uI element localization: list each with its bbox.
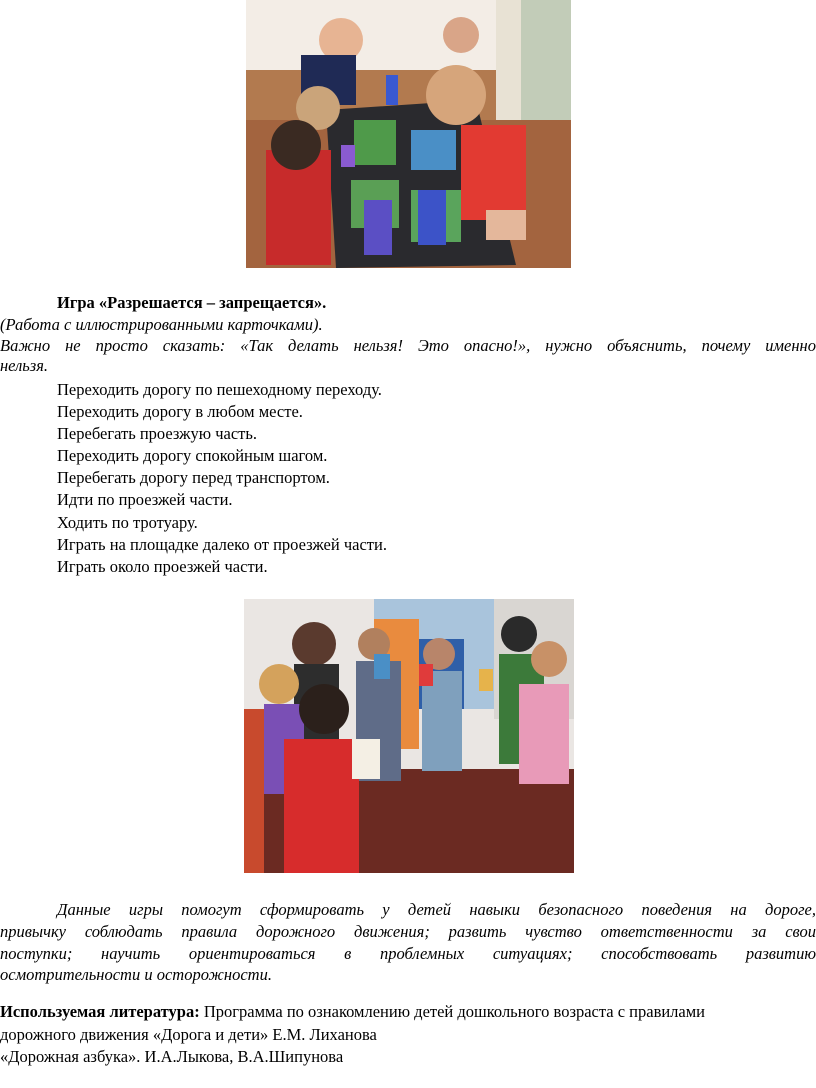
- list-item: Ходить по тротуару.: [57, 513, 198, 532]
- photo-children-with-cards-image: [244, 599, 574, 873]
- list-item: Играть на площадке далеко от проезжей части.: [57, 535, 387, 554]
- list-item: Играть около проезжей части.: [57, 557, 268, 576]
- list-item: Переходить дорогу по пешеходному переходу.: [57, 380, 382, 399]
- game-title: Игра «Разрешается – запрещается».: [57, 293, 327, 312]
- list-item: Перебегать проезжую часть.: [57, 424, 258, 443]
- conclusion-line4: осмотрительности и осторожности.: [0, 965, 272, 984]
- photo-children-road-mat: [246, 0, 571, 268]
- game-intro-line2: нельзя.: [0, 356, 49, 375]
- literature-line3: «Дорожная азбука». И.А.Лыкова, В.А.Шипунова: [0, 1047, 344, 1066]
- list-item: Переходить дорогу спокойным шагом.: [57, 446, 328, 465]
- literature-line2: дорожного движения «Дорога и дети» Е.М. Лиханова: [0, 1025, 377, 1044]
- list-item: Идти по проезжей части.: [57, 490, 233, 509]
- photo-children-with-cards: [244, 599, 574, 873]
- photo-children-road-mat-image: [246, 0, 571, 268]
- game-subtitle: (Работа с иллюстрированными карточками).: [0, 315, 323, 334]
- game-intro-line1: Важно не просто сказать: «Так делать нельзя! Это опасно!», нужно объяснить, почему именно: [0, 336, 816, 355]
- conclusion-line2: привычку соблюдать правила дорожного движения; развить чувство ответственности за свои: [0, 922, 816, 941]
- list-item: Перебегать дорогу перед транспортом.: [57, 468, 330, 487]
- list-item: Переходить дорогу в любом месте.: [57, 402, 303, 421]
- conclusion-line3: поступки; научить ориентироваться в проблемных ситуациях; способствовать развитию: [0, 944, 816, 963]
- literature-line1: [0, 1002, 705, 1022]
- literature-line1-text: Программа по ознакомлению детей дошкольного возраста с правилами: [199, 1002, 706, 1021]
- literature-heading: Используемая литература:: [0, 1002, 200, 1021]
- conclusion-line1: Данные игры помогут сформировать у детей навыки безопасного поведения на дороге,: [57, 900, 816, 919]
